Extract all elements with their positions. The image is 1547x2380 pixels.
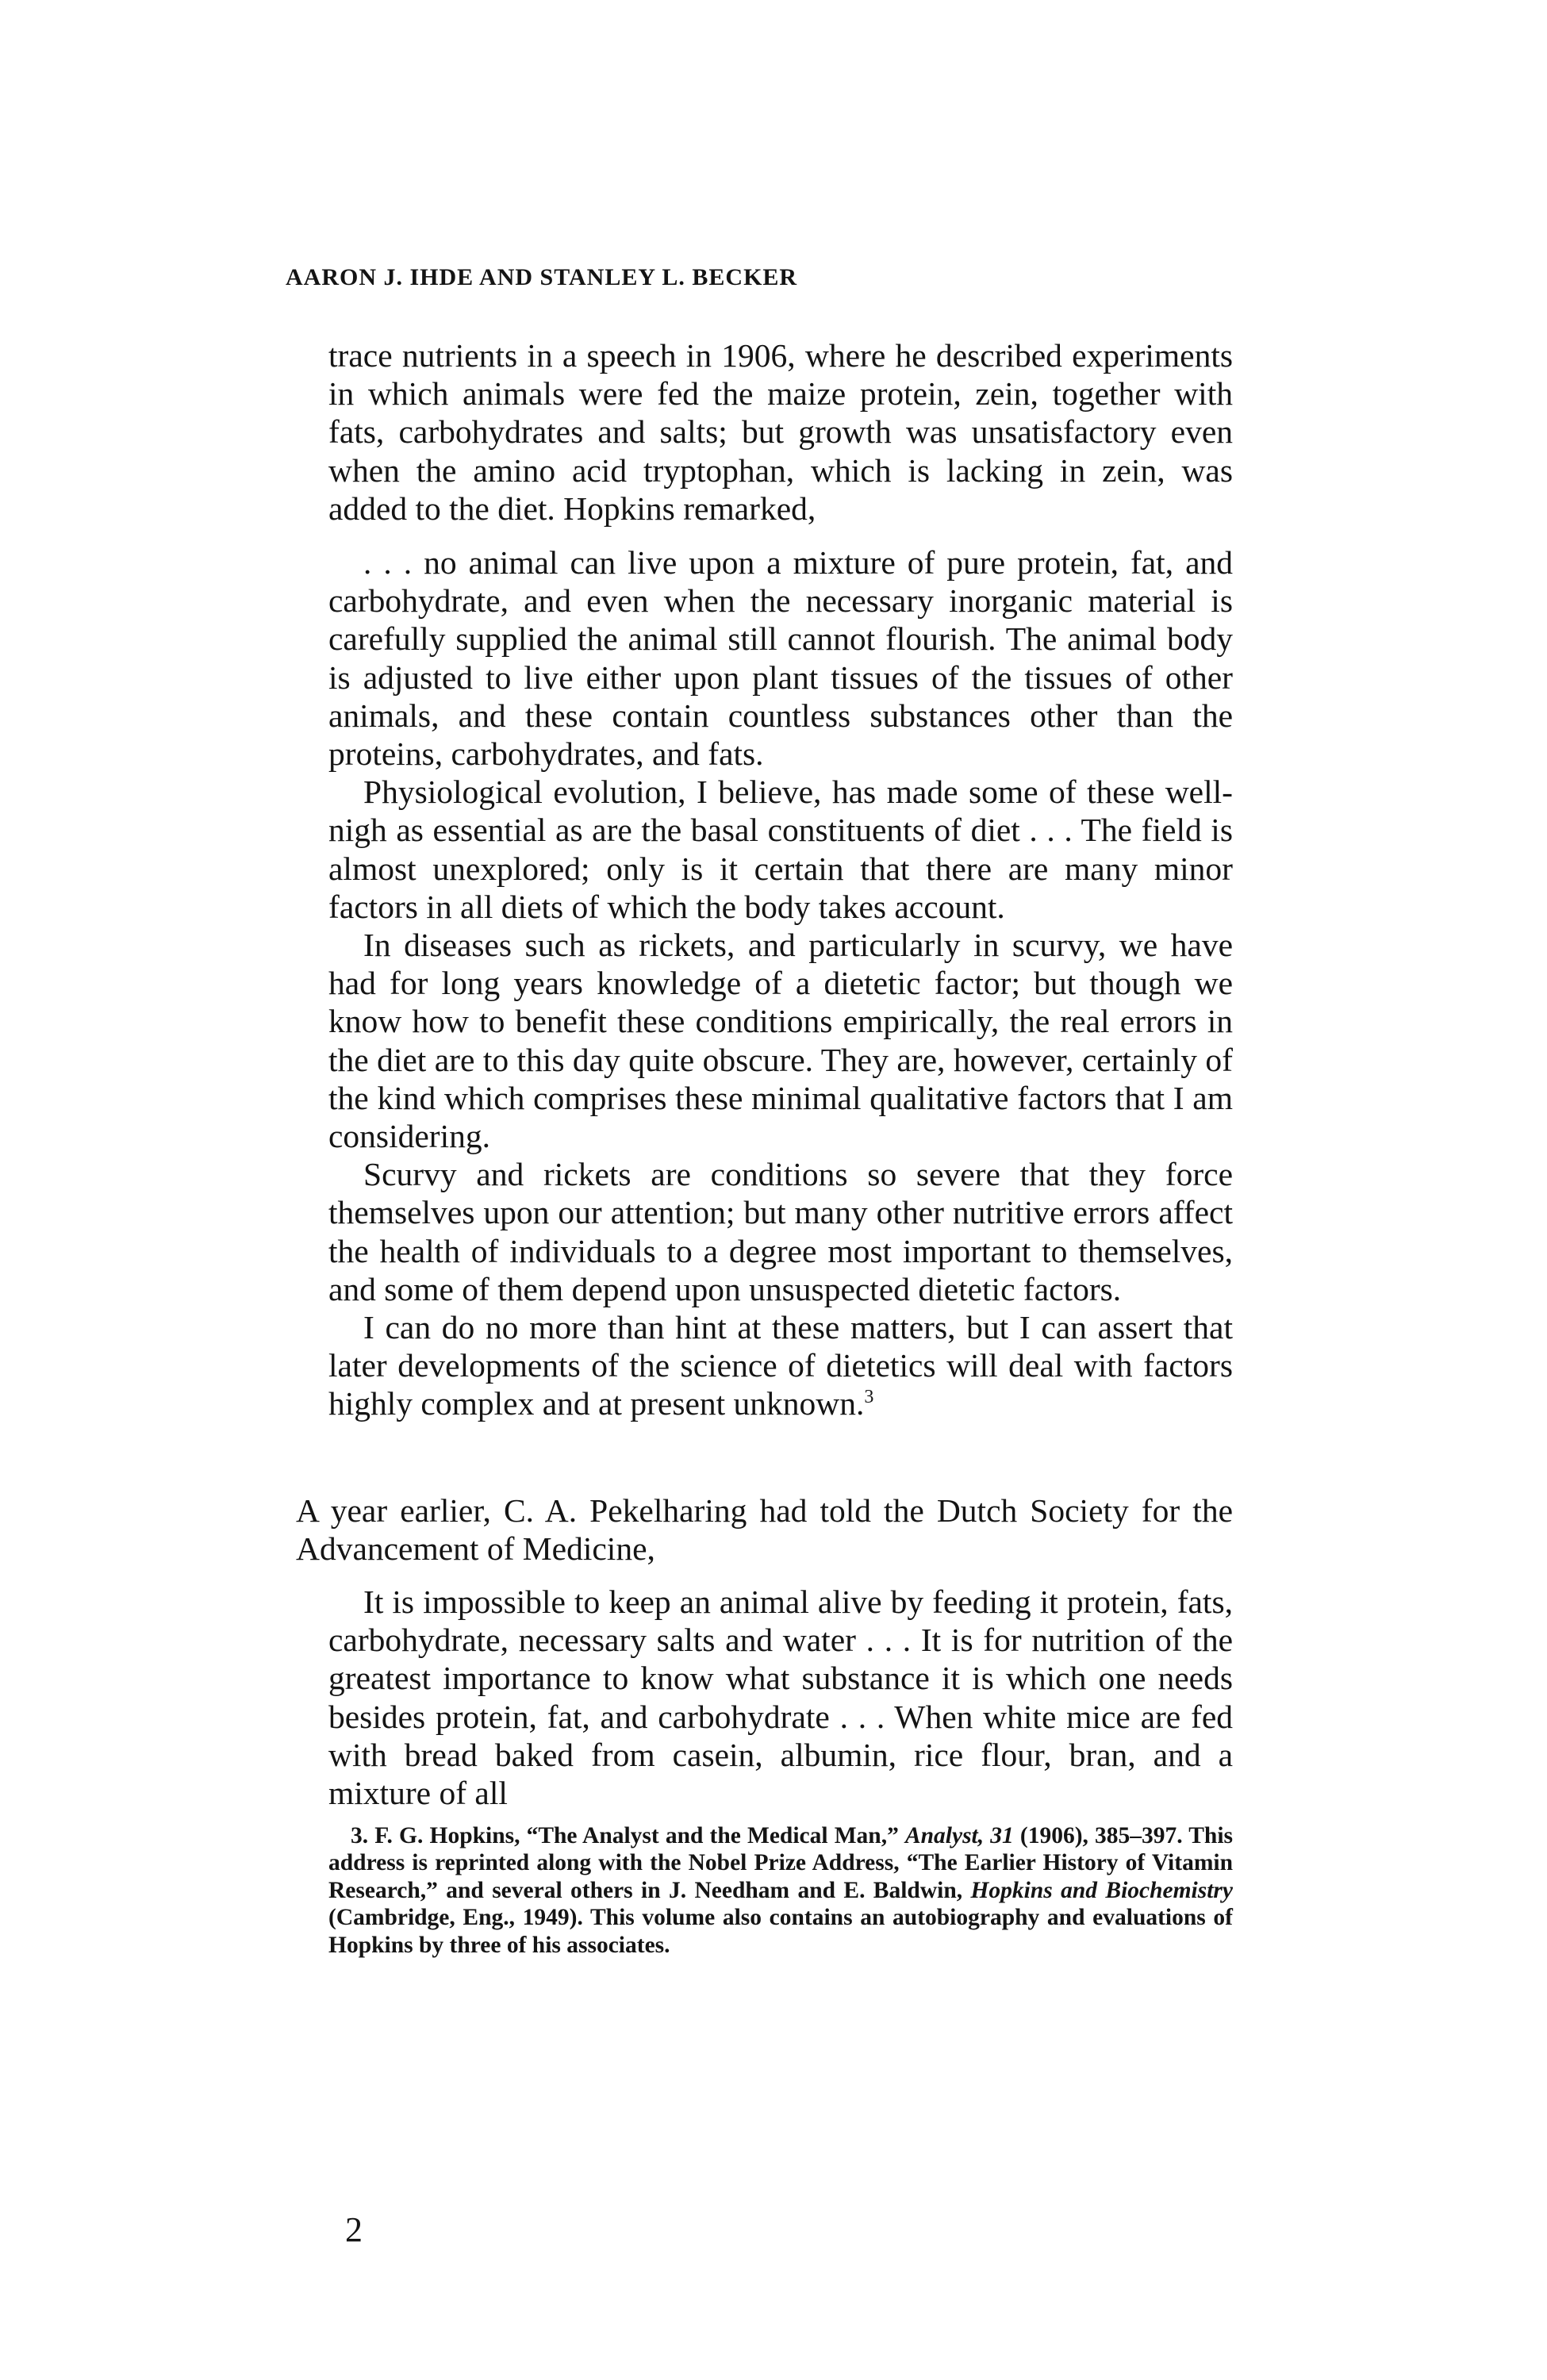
middle-paragraph-block	[296, 1491, 1233, 1568]
intro-paragraph: trace nutrients in a speech in 1906, where he described experiments in which animals were fed the maize protein, zein, together with fats, carbohydrates and salts; but growth was unsatisfactory even when the amino acid tryptophan, which is lacking in zein, was added to the diet. Hopkins remarked,	[328, 337, 1233, 527]
hopkins-quote-paragraph-3: In diseases such as rickets, and particularly in scurvy, we have had for long years knowledge of a dietetic factor; but though we know how to benefit these conditions empirically, the real errors in the diet are to this day quite obscure. They are, however, certainly of the kind which comprises these minimal qualitative factors that I am considering.	[328, 927, 1233, 1155]
footnote-book-title: Hopkins and Biochemistry	[970, 1877, 1234, 1903]
hopkins-quote-paragraph-4: Scurvy and rickets are conditions so severe that they force themselves upon our attention; but many other nutritive errors affect the health of individuals to a degree most important to themselves, and some of them depend upon unsuspected dietetic factors.	[328, 1156, 1233, 1307]
footnote-3	[328, 1822, 1233, 1959]
hopkins-quote-paragraph-5-text: I can do no more than hint at these matters, but I can assert that later developments of the science of dietetics will deal with factors highly complex and at present unknown.	[328, 1309, 1233, 1422]
footnote-number: 3.	[351, 1823, 369, 1848]
hopkins-quote	[328, 543, 1233, 1423]
hopkins-quote-paragraph-5	[328, 1308, 1233, 1423]
page-number: 2	[345, 2210, 363, 2249]
hopkins-quote-paragraph-1: . . . no animal can live upon a mixture of pure protein, fat, and carbohydrate, and even when the necessary inorganic material is carefully supplied the animal still cannot flourish. The animal body is adjusted to live either upon plant tissues of the tissues of other animals, and these contain countless substances other than the proteins, carbohydrates, and fats.	[328, 544, 1233, 773]
footnote-journal-ref: Analyst, 31	[904, 1823, 1014, 1848]
pekelharing-quote	[328, 1583, 1233, 1812]
running-head: AARON J. IHDE AND STANLEY L. BECKER	[286, 264, 798, 290]
footnote-reference-3: 3	[864, 1387, 874, 1408]
pekelharing-quote-paragraph: It is impossible to keep an animal alive by feeding it protein, fats, carbohydrate, necessary salts and water . . . It is for nutrition of the greatest importance to know what substance it is which one needs besides protein, fat, and carbohydrate . . . When white mice are fed with bread baked from casein, albumin, rice flour, bran, and a mixture of all	[328, 1583, 1233, 1812]
hopkins-quote-paragraph-2: Physiological evolution, I believe, has made some of these well-nigh as essential as are the basal constituents of diet . . . The field is almost unexplored; only is it certain that there are many minor factors in all diets of which the body takes account.	[328, 774, 1233, 925]
footnote-text-2: (1906), 385–397. This address is reprinted along with the Nobel Prize Address, “The Earlier History of Vitamin Research,” and several others in J. Needham and E. Baldwin,	[328, 1823, 1234, 1903]
middle-paragraph: A year earlier, C. A. Pekelharing had told the Dutch Society for the Advancement of Medicine,	[296, 1492, 1233, 1568]
intro-paragraph-block	[328, 336, 1233, 528]
footnote-text-3: (Cambridge, Eng., 1949). This volume also contains an autobiography and evaluations of Hopkins by three of his associates.	[328, 1905, 1233, 1958]
footnotes	[328, 1822, 1233, 1959]
footnote-text-1: F. G. Hopkins, “The Analyst and the Medical Man,”	[368, 1823, 905, 1848]
